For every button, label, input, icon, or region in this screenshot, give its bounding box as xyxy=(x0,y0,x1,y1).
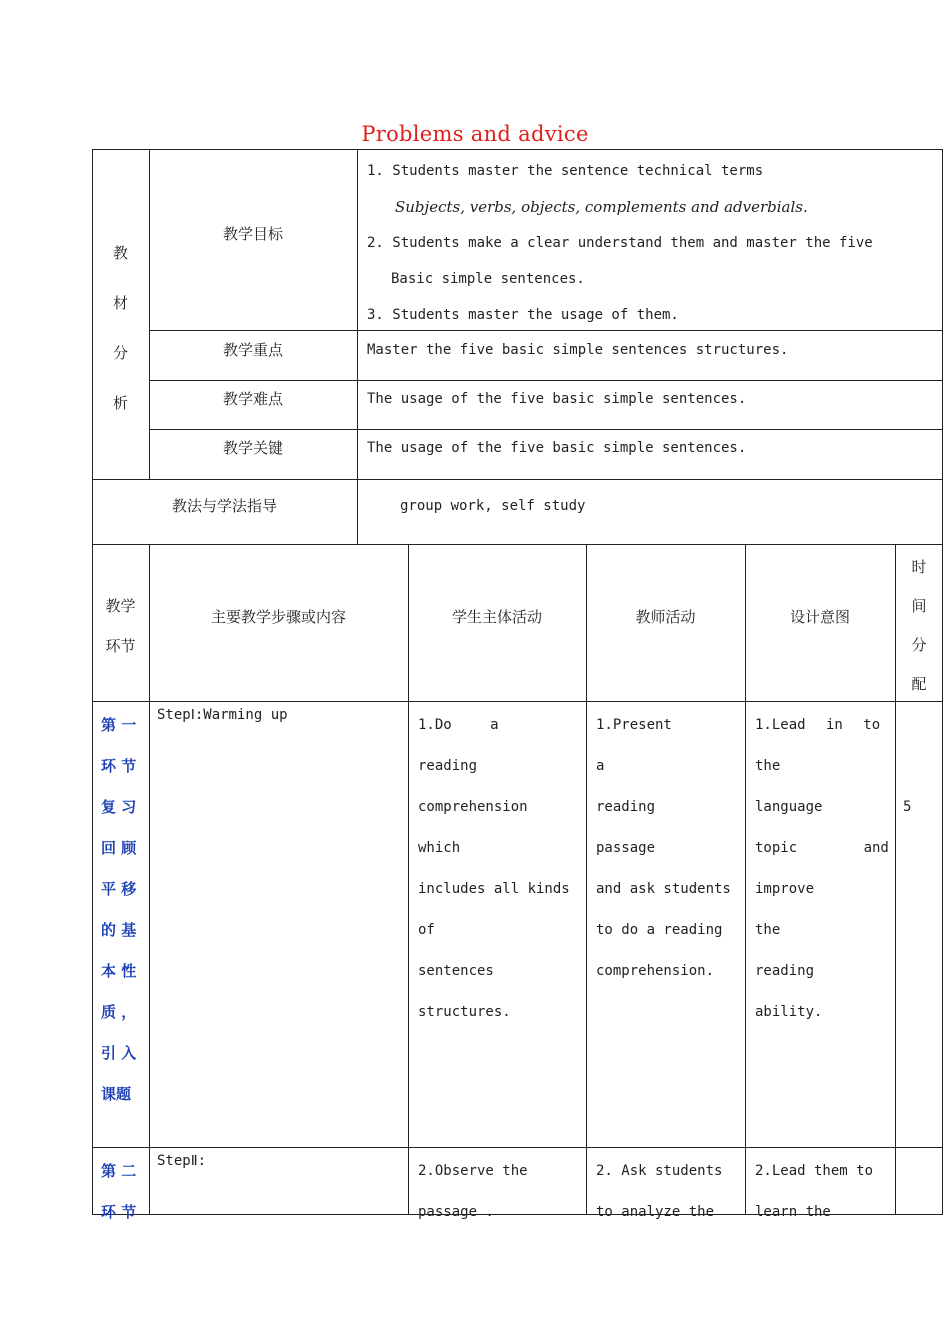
key-label: 教学关键 xyxy=(222,439,283,457)
teacher-activity-2: 2. Ask students to analyze the xyxy=(596,1163,723,1220)
objective-1: 1. Students master the sentence technical terms xyxy=(367,163,764,179)
design-intent-2: 2.Lead them to learn the xyxy=(755,1163,874,1220)
stage-2-label: 第 二 环 节 xyxy=(101,1162,137,1221)
objective-3: 3. Students master the usage of them. xyxy=(367,307,679,323)
objective-2: 2. Students make a clear understand them and master the five xyxy=(367,235,873,251)
step-1: StepⅠ:Warming up xyxy=(157,707,288,723)
student-activity-2: 2.Observe the passage . xyxy=(418,1163,528,1220)
document-title: Problems and advice xyxy=(361,122,589,146)
header-steps: 主要教学步骤或内容 xyxy=(210,608,346,626)
textbook-analysis-label: 教 材 分 析 xyxy=(112,244,128,412)
method-value: group work, self study xyxy=(400,498,586,514)
teacher-activity-1: 1.Present a reading passage and ask students to do a reading comprehension. xyxy=(596,717,731,979)
header-stage: 教学 环节 xyxy=(105,597,136,655)
time-1: 5 xyxy=(903,799,912,815)
objective-2-cont: Basic simple sentences. xyxy=(391,271,585,287)
difficulties-label: 教学难点 xyxy=(222,390,283,408)
objective-terms: Subjects, verbs, objects, complements and adverbials. xyxy=(395,198,808,216)
header-time: 时 间 分 配 xyxy=(911,558,927,693)
key-points-value: Master the five basic simple sentences structures. xyxy=(367,342,789,358)
header-student: 学生主体活动 xyxy=(451,608,542,626)
step-2: StepⅡ: xyxy=(157,1153,207,1169)
method-label: 教法与学法指导 xyxy=(171,497,277,515)
header-design: 设计意图 xyxy=(789,608,850,626)
stage-1-label: 第 一 环 节 复 习 回 顾 平 移 的 基 本 性 质 ， 引 入 课题 xyxy=(101,716,137,1103)
objectives-label: 教学目标 xyxy=(222,225,283,243)
key-points-label: 教学重点 xyxy=(222,341,283,359)
student-activity-1: 1.Do a reading comprehension which includes all kinds of sentences structures. xyxy=(418,717,570,1020)
objectives-list xyxy=(367,153,937,333)
difficulties-value: The usage of the five basic simple sentences. xyxy=(367,391,747,407)
design-intent-1: 1.Lead in to the language topic and improve the reading ability. xyxy=(755,717,889,1020)
key-value: The usage of the five basic simple sentences. xyxy=(367,440,747,456)
header-teacher: 教师活动 xyxy=(635,608,696,626)
